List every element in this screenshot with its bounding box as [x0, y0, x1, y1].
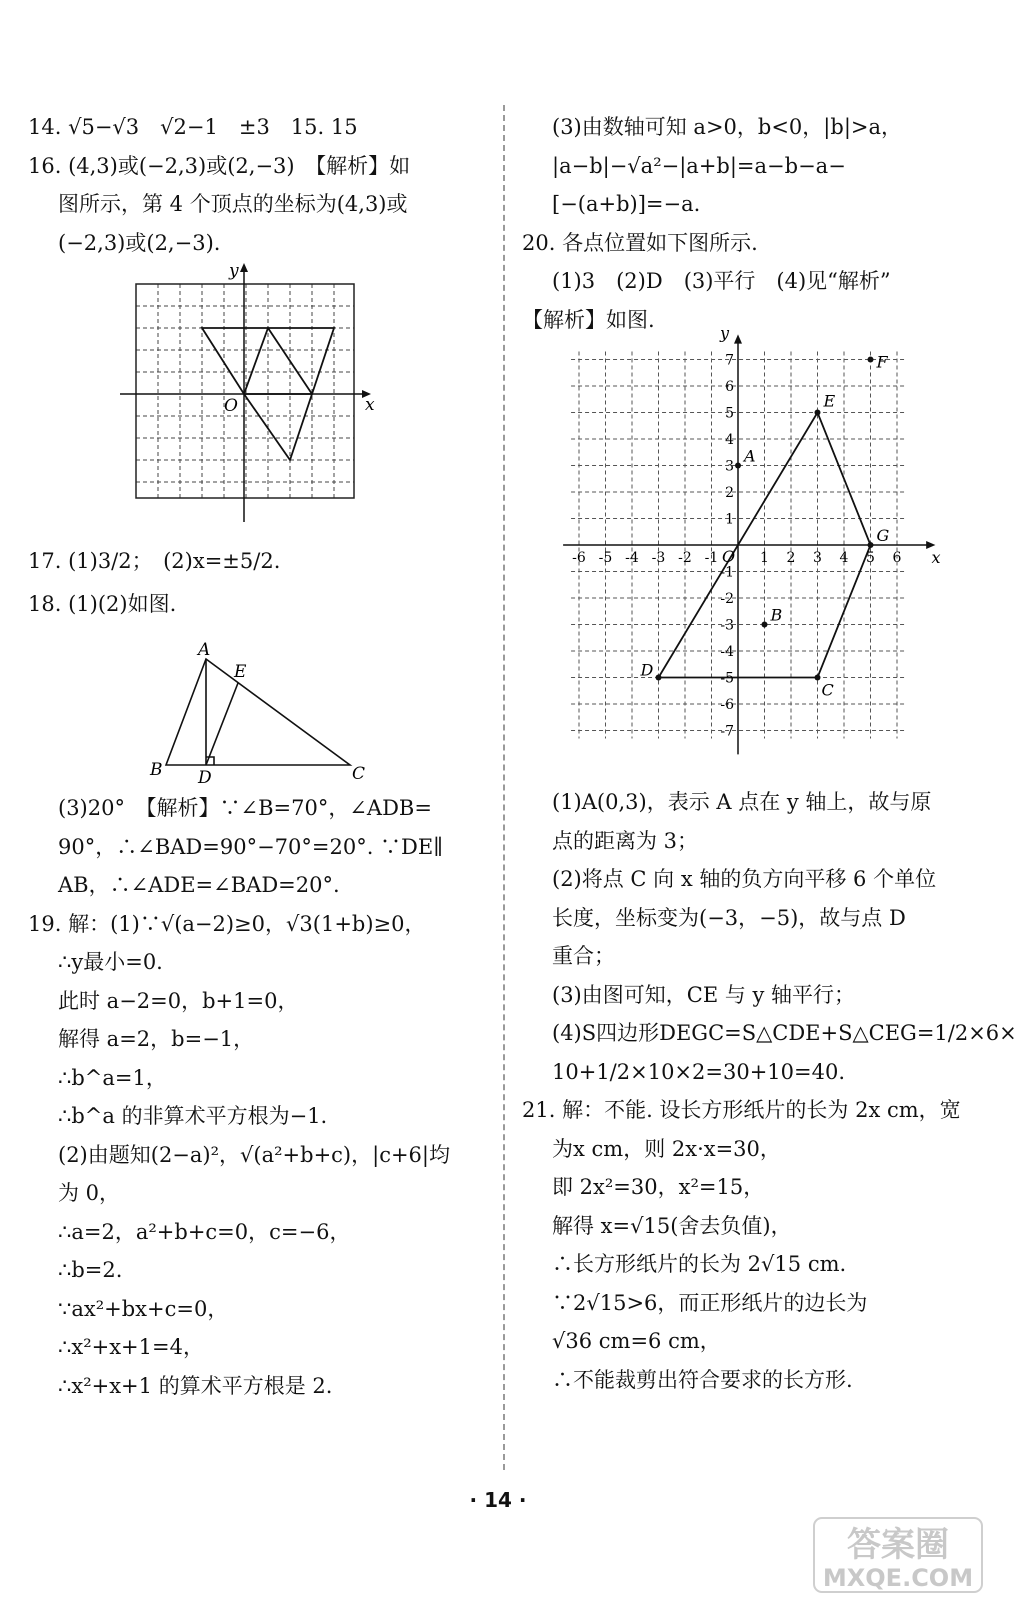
answer-20-2-line2: 长度，坐标变为(−3，−5)，故与点 D — [552, 905, 906, 930]
fig20-x-label: x — [931, 548, 941, 567]
answer-20-line1: 20. 各点位置如下图所示. — [522, 230, 758, 255]
answer-19-line4: 解得 a=2，b=−1， — [58, 1027, 255, 1051]
y-tick-label: 6 — [725, 379, 734, 395]
point-label-A: A — [744, 446, 756, 466]
y-tick-label: -1 — [720, 564, 734, 581]
answer-19-3-line3: [−(a+b)]=−a. — [552, 192, 701, 216]
answer-20-3: (3)由图可知，CE 与 y 轴平行； — [552, 982, 856, 1007]
answer-21-line6: ∵2√15>6，而正形纸片的边长为 — [552, 1290, 868, 1315]
answer-16-line2: 图所示，第 4 个顶点的坐标为(4,3)或 — [58, 192, 408, 216]
answer-14-15: 14. √5−√3 √2−1 ±3 15. 15 — [28, 115, 358, 139]
fig18-label-C: C — [352, 764, 366, 784]
figure-18-triangle — [28, 623, 484, 789]
fig20-origin-label: O — [722, 547, 736, 566]
right-column — [522, 108, 1017, 1399]
page-number: · 14 · — [469, 1488, 527, 1512]
answer-18-3-line2: 90°，∴∠BAD=90°−70°=20°. ∵DE∥ — [58, 834, 443, 859]
answer-20-1-line1: (1)A(0,3)，表示 A 点在 y 轴上，故与原 — [552, 790, 932, 814]
answer-21-line1: 21. 解：不能. 设长方形纸片的长为 2x cm，宽 — [522, 1098, 961, 1122]
answer-19-line5: ∴b^a=1， — [58, 1065, 167, 1090]
answer-19-3-line1: (3)由数轴可知 a>0，b<0，|b|>a， — [552, 115, 903, 139]
answer-19-line7: (2)由题知(2−a)²，√(a²+b+c)，|c+6|均 — [58, 1142, 450, 1167]
answer-20-1-line2: 点的距离为 3； — [552, 828, 699, 853]
answer-16-line3: (−2,3)或(2,−3). — [58, 230, 221, 255]
answer-20-4-line2: 10+1/2×10×2=30+10=40. — [552, 1059, 846, 1084]
answer-20-line2: (1)3 (2)D (3)平行 (4)见“解析” — [552, 269, 891, 293]
y-tick-label: 5 — [725, 405, 734, 422]
figure-16 — [28, 262, 484, 542]
answer-19-line9: ∴a=2，a²+b+c=0，c=−6， — [58, 1219, 351, 1244]
answer-17: 17. (1)3/2； (2)x=±5/2. — [28, 549, 281, 573]
svg-text:答案圈: 答案圈 — [847, 1525, 949, 1565]
y-tick-label: -4 — [720, 644, 734, 660]
fig20-y-label: y — [720, 323, 730, 343]
answer-19-line2: ∴y最小=0. — [58, 950, 163, 974]
left-column — [28, 108, 484, 1405]
x-tick-label: -2 — [678, 550, 692, 566]
x-tick-label: 2 — [786, 550, 796, 566]
y-tick-label: -3 — [720, 617, 734, 634]
x-tick-label: 6 — [892, 550, 902, 566]
answer-21-line3: 即 2x²=30，x²=15， — [552, 1175, 765, 1199]
answer-19-line1: 19. 解：(1)∵√(a−2)≥0，√3(1+b)≥0， — [28, 911, 426, 936]
answer-21-line4: 解得 x=√15(舍去负值)， — [552, 1213, 792, 1238]
y-tick-label: 2 — [725, 485, 734, 501]
point-label-D: D — [640, 660, 654, 680]
point-C — [815, 675, 821, 681]
point-B — [762, 622, 768, 628]
watermark-logo — [808, 1512, 988, 1598]
y-tick-label: -2 — [720, 591, 734, 607]
point-label-B: B — [770, 605, 783, 625]
figure-18 — [28, 623, 484, 789]
point-D — [656, 675, 662, 681]
answer-18-3-line3: AB，∴∠ADE=∠BAD=20°. — [58, 873, 340, 897]
y-tick-label: 4 — [725, 432, 734, 448]
y-tick-label: 1 — [725, 511, 734, 528]
fig18-label-A: A — [198, 640, 211, 660]
answer-20-2-line3: 重合； — [552, 944, 615, 968]
answer-19-line10: ∴b=2. — [58, 1258, 123, 1282]
answer-20-line3: 【解析】如图. — [522, 307, 655, 332]
answer-19-line12: ∴x²+x+1=4， — [58, 1335, 204, 1359]
answer-16-line1: 16. (4,3)或(−2,3)或(2,−3) 【解析】如 — [28, 153, 411, 178]
column-divider — [503, 105, 505, 1470]
y-tick-label: 7 — [725, 352, 734, 369]
y-tick-label: -5 — [720, 670, 734, 687]
point-label-F: F — [876, 352, 888, 372]
answer-19-line11: ∵ax²+bx+c=0， — [58, 1296, 229, 1321]
answer-20-2-line1: (2)将点 C 向 x 轴的负方向平移 6 个单位 — [552, 867, 937, 891]
answer-21-line7: √36 cm=6 cm， — [552, 1329, 721, 1353]
y-tick-label: -7 — [720, 723, 734, 740]
point-label-G: G — [876, 526, 890, 545]
x-tick-label: 4 — [839, 550, 849, 566]
figure-16-grid — [28, 262, 484, 542]
y-tick-label: 3 — [725, 458, 734, 475]
point-A — [735, 463, 741, 469]
answer-19-line6: ∴b^a 的非算术平方根为−1. — [58, 1104, 328, 1128]
x-tick-label: 5 — [866, 550, 875, 566]
fig16-origin-label: O — [224, 396, 238, 416]
answer-19-line3: 此时 a−2=0，b+1=0， — [58, 988, 299, 1013]
fig16-x-label: x — [365, 395, 375, 415]
fig18-label-B: B — [150, 760, 163, 780]
x-tick-label: -6 — [572, 550, 586, 566]
point-F — [868, 357, 874, 363]
point-label-E: E — [823, 391, 836, 411]
x-tick-label: -5 — [598, 550, 613, 566]
answer-21-line2: 为x cm，则 2x·x=30， — [552, 1136, 781, 1161]
y-tick-label: -6 — [720, 697, 734, 713]
x-tick-label: 3 — [813, 550, 822, 566]
answer-19-line8: 为 0， — [58, 1181, 121, 1205]
fig16-y-label: y — [229, 261, 239, 281]
answer-20-4-line1: (4)S四边形DEGC=S△CDE+S△CEG=1/2×6× — [552, 1021, 1017, 1045]
answer-21-line5: ∴长方形纸片的长为 2√15 cm. — [552, 1252, 847, 1276]
answer-19-3-line2: |a−b|−√a²−|a+b|=a−b−a− — [552, 153, 846, 178]
x-tick-label: 1 — [760, 550, 769, 566]
figure-20 — [522, 323, 972, 783]
point-E — [815, 410, 821, 416]
x-tick-label: -1 — [704, 550, 719, 566]
answer-21-line8: ∴不能裁剪出符合要求的长方形. — [552, 1367, 853, 1392]
point-label-C: C — [821, 680, 834, 700]
answer-18-3-line1: (3)20° 【解析】∵∠B=70°，∠ADB= — [58, 796, 432, 820]
point-G — [868, 542, 874, 548]
answer-18: 18. (1)(2)如图. — [28, 591, 177, 616]
x-tick-label: -4 — [625, 550, 639, 566]
x-tick-label: -3 — [651, 550, 666, 566]
svg-text:MXQE.COM: MXQE.COM — [822, 1564, 974, 1592]
figure-20-coordinate-grid — [522, 323, 972, 783]
answer-19-line13: ∴x²+x+1 的算术平方根是 2. — [58, 1373, 333, 1398]
fig18-label-D: D — [198, 768, 212, 788]
fig18-label-E: E — [234, 662, 247, 682]
